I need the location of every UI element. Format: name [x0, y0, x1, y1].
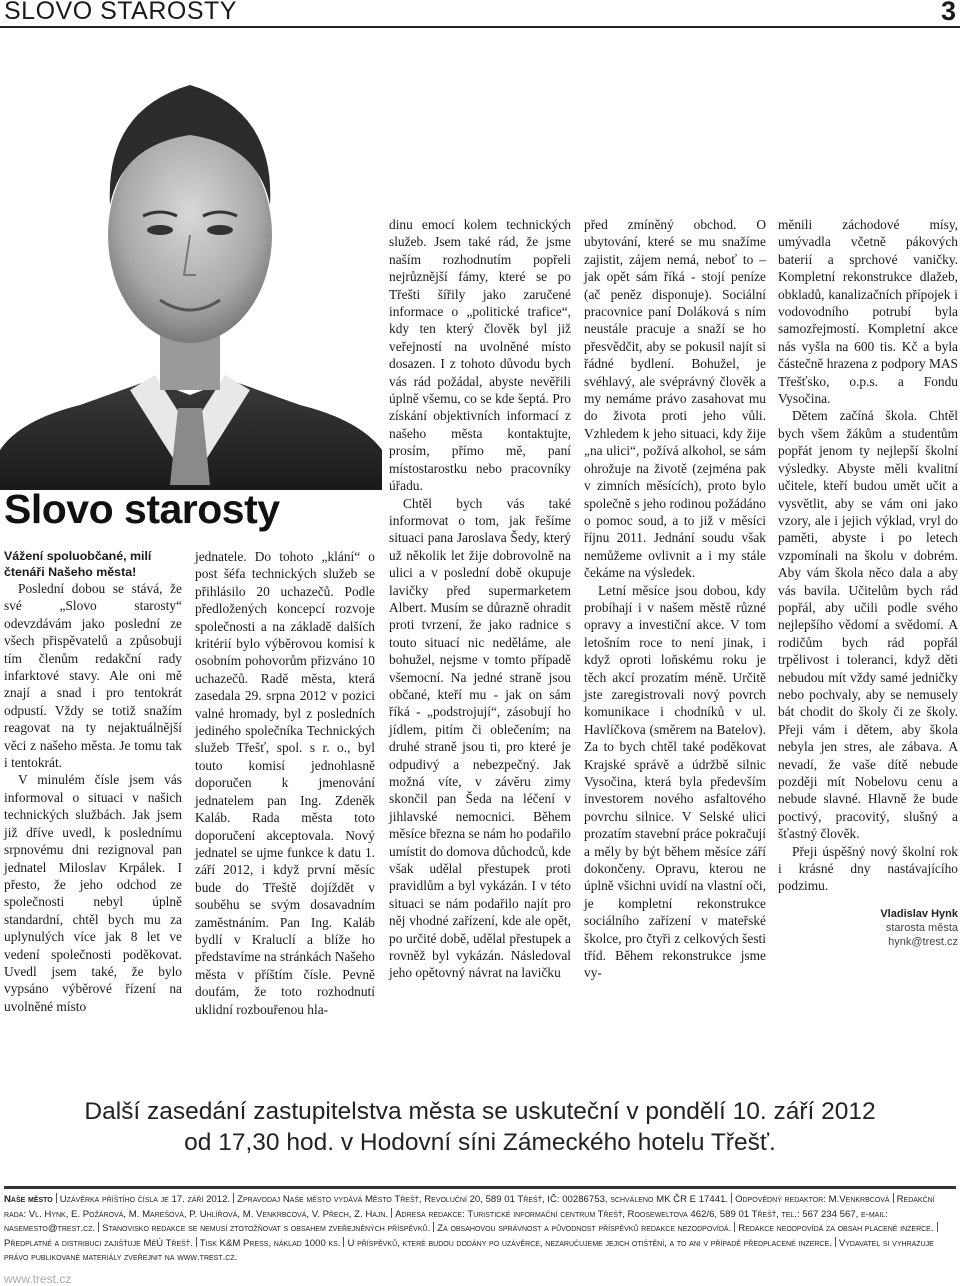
paragraph: dinu emocí kolem technických služeb. Jsem také rád, že jsme naším rozhodnutím popřeli nejrůznější fámy, které se po Třešti šířily jako zaručené informace o „politické trafice“, kdy ten který člověk byl již veřejností na uvolněné místo dosazen. I z tohoto důvodu bych vás rád požádal, abyste nevěřili úplně všemu, co se kde šeptá. Pro získání objektivních informací z našeho města kontaktujte, prosím, přímo mě, paní místostarostku nebo pracovníky úřadu.	[389, 217, 571, 494]
imprint	[4, 1186, 956, 1266]
article-column-5	[778, 216, 958, 894]
paragraph: V minulém čísle jsem vás informoval o situaci v našich technických službách. Jak jsem již dříve uvedl, k poslednímu srpnovému dni rezignoval pan jednatel Miloslav Krpálek. I přesto, že jeho odchod ze společnosti nebyl úplně standardní, chtěl bych mu za uplynulých více jak 8 let ve vedení společnosti poděkovat. Uvedl jsem také, že bylo vypsáno výběrové řízení na uvolněné místo	[4, 772, 182, 1014]
paragraph: Přeji úspěšný nový školní rok i krásné dny nastávajícího podzimu.	[778, 843, 958, 894]
section-title: SLOVO STAROSTY	[4, 0, 237, 25]
paragraph: Dětem začíná škola. Chtěl bych všem žákům a studentům popřát jenom ty nejlepší školní výsledky. Abyste měli kvalitní učitele, kteří budou umět učit a vysvětlit, aby se vám oni jako vzory, ale i jejich výklad, vryl do paměti, abyste i po letech vzpomínali na školu v dobrém. Aby vám škola něco dala a aby vás bavila. Učitelům bych rád popřál, aby učili podle svého nejlepšího vědomí a svědomí. A rodičům bych rád popřál trpělivost i toleranci, když děti nebudou mít vždy samé jedničky nebo pochvaly, aby se nemusely bát chodit do školy či ze školy. Přeji vám i dětem, aby škola nebyla jen stres, ale zábava. A nevadí, že vaše dítě nebude později mít Nobelovu cenu a nebude slavné. Hlavně že bude poctivý, pracovitý, slušný a šťastný člověk.	[778, 408, 958, 842]
portrait-photo-icon	[0, 30, 382, 490]
article-column-4	[584, 216, 766, 981]
article-column-1	[4, 548, 182, 1014]
signature-email[interactable]: hynk@trest.cz	[888, 936, 958, 948]
signature	[778, 907, 958, 949]
footer-url[interactable]: www.trest.cz	[4, 1272, 72, 1286]
page-number: 3	[940, 0, 956, 26]
signature-name: Vladislav Hynk	[880, 908, 958, 920]
imprint-part: Adresa redakce: Turistické informační centrum Třešť, Rooseweltova 462/6, 589 01 Třešť, tel.: 567 234 567, e-mail: nasemesto@trest.cz.	[4, 1208, 888, 1235]
paragraph: měnili záchodové mísy, umývadla včetně pákových baterií a sprchové vaničky. Kompletní rekonstrukce dlažeb, obkladů, kanalizačních přípojek i vodovodního potrubí byla samozřejmostí. Kompletní akce nás vyšla na 600 tis. Kč a byla částečně hrazena z podpory MAS Třešťsko, o.p.s. a Fondu Vysočina.	[778, 217, 958, 407]
imprint-part: Za obsahovou správnost a původnost příspěvků redakce nezodpovídá.	[437, 1223, 732, 1235]
signature-role: starosta města	[885, 922, 958, 934]
imprint-lead: Naše město	[4, 1194, 53, 1205]
greeting: Vážení spoluobčané, milí čtenáři Našeho města!	[4, 549, 152, 579]
paragraph: jednatele. Do tohoto „klání“ o post šéfa technických služeb se přihlásilo 20 uchazečů. Podle předložených koncepcí rozvoje společnosti a na základě dalších kritérií bylo výběrovou komisí k osobním pohovorům přizváno 10 uchazečů. Radě města, která zasedala 29. srpna 2012 v pozici valné hromady, byl z posledních jediného společníka Technických služeb Třešť, spol. s r. o., byl touto komisí jednohlasně doporučen k jmenování jednatelem pan Ing. Zdeněk Kaláb. Rada města toto doporučení akceptovala. Nový jednatel se ujme funkce k datu 1. září 2012, i když první měsíc bude do Třeště dojíždět v souběhu se svým dosavadním zaměstnáním. Pan Ing. Kaláb bydlí v Kraluclí a blíže ho představíme na stránkách Našeho města v příštím čísle. Pevně doufám, že toto rozhodnutí uklidní rozbouřenou hla-	[195, 549, 375, 1017]
imprint-part: Tisk K&M Press, náklad 1000 ks.	[199, 1237, 341, 1249]
paragraph: Poslední dobou se stává, že své „Slovo starosty“ odevzdávám jako poslední ze všech přispěvatelů a způsobuji tím členům redakční rady infarktové stavy. Ale oni mě znají a snad i pro tentokrát odpustí. Vždy se totiž snažím reagovat na ty nejaktuálnější věci z našeho města. Je tomu tak i tentokrát.	[4, 581, 182, 771]
imprint-part: Vydavatel si vyhrazuje právo publikované materiály zveřejnit na www.trest.cz.	[4, 1237, 934, 1264]
imprint-part: Odpovědný redaktor: M.Venkrbcová	[735, 1194, 890, 1205]
announcement-line-1: Další zasedání zastupitelstva města se uskuteční v pondělí 10. září 2012	[84, 1098, 876, 1125]
imprint-part: Zpravodaj Naše město vydává Město Třešť, Revoluční 20, 589 01 Třešť, IČ: 00286753, schváleno MK ČR E 17441.	[237, 1194, 729, 1205]
article-column-2	[195, 548, 375, 1017]
imprint-part: Předplatné a distribuci zajišťuje MěÚ Třešť.	[4, 1237, 193, 1249]
paragraph: před zmíněný obchod. O ubytování, které se mu snažíme zajistit, zájem nemá, neboť to – jak opět sám říká - stojí peníze (ač peněz disponuje). Sociální pracovnice paní Doláková s ním neustále pracuje a snaží se ho přesvědčit, aby se pokusil najít si řádné bydlení. Bohužel, je svéhlavý, ale svéprávný člověk a my nemáme právo zasahovat mu do života proti jeho vůli. Vzhledem k jeho situaci, kdy žije „na ulici“, požívá alkohol, se sám ohrožuje na životě (zejména pak v zimních měsících), proto bylo společně s jeho rodinou požádáno o pomoc soud, a to již v měsíci říjnu 2011. Jednání soudu však nemůžeme ovlivnit a i my stále čekáme na výsledek.	[584, 217, 766, 581]
paragraph: Chtěl bych vás také informovat o tom, jak řešíme situaci pana Jaroslava Šedy, který už několik let žije dobrovolně na ulici a v poslední době okupuje lavičky před supermarketem Albert. Musím se důrazně ohradit proti tvrzení, že jako radnice s touto situací nic neděláme, ale bohužel, nejsme v tomto případě všemocní. Na jedné straně jsou občané, kteří mu - jak on sám říká - „podstrojují“, zásobují ho jídlem, pitím či oblečením; na druhé straně jsou ti, pro které je odpudivý a nebezpečný. Jak možná víte, v závěru zimy skončil pan Šeda na léčení v jihlavské nemocnici. Během měsíce března se nám ho podařilo umístit do domova důchodců, kde však udělal přestupek proti pravidlům a byl vykázán. I v této situaci se nám podařilo najít pro něj vhodné zařízení, kde ale opět, po určité době, udělal přestupek a rovněž byl vykázán. Následoval jeho opětovný návrat na lavičku	[389, 495, 571, 981]
portrait-photo	[0, 30, 382, 490]
imprint-part: Stanovisko redakce se nemusí ztotožňovat s obsahem zveřejněných příspěvků.	[102, 1223, 431, 1235]
announcement-line-2: od 17,30 hod. v Hodovní síni Zámeckého hotelu Třešť.	[184, 1129, 776, 1156]
imprint-part: Redakční rada: Vl. Hynk, E. Požárová, M. Marešová, P. Uhlířová, M. Venkrbcová, V. Přech, Z. Hajn.	[4, 1194, 935, 1220]
article-title: Slovo starosty	[4, 486, 280, 532]
imprint-part: U příspěvků, které budou dodány po uzávěrce, nezaručujeme jejich otištění, a to ani v případě předplacené inzerce.	[347, 1237, 832, 1249]
page-header	[0, 0, 960, 28]
paragraph: Letní měsíce jsou dobou, kdy probíhají i v našem městě různé opravy a investiční akce. V tom letošním roce to není jinak, i když oproti loňskému roku je těch akcí prozatím méně. Určitě jste zaregistrovali nový povrch komunikace i chodníků v ul. Havlíčkova (směrem na Batelov). Za to bych chtěl také poděkovat Krajské správě a údržbě silnic Vysočina, která byla především investorem nového asfaltového povrchu silnice. V Selské ulici prozatím stavební práce pokračují a měly by být během měsíce září dokončeny. Opravu, kterou ne úplně všichni uvidí na vlastní oči, je kompletní rekonstrukce sociálního zařízení v mateřské školce, pro čtyři z celkových šesti tříd. Během rekonstrukce jsme vy-	[584, 582, 766, 981]
imprint-part: Redakce neodpovídá za obsah placené inzerce.	[738, 1223, 934, 1235]
imprint-part: Uzávěrka příštího čísla je 17. září 2012.	[59, 1194, 231, 1205]
announcement	[0, 1096, 960, 1158]
article-column-3	[389, 216, 571, 981]
